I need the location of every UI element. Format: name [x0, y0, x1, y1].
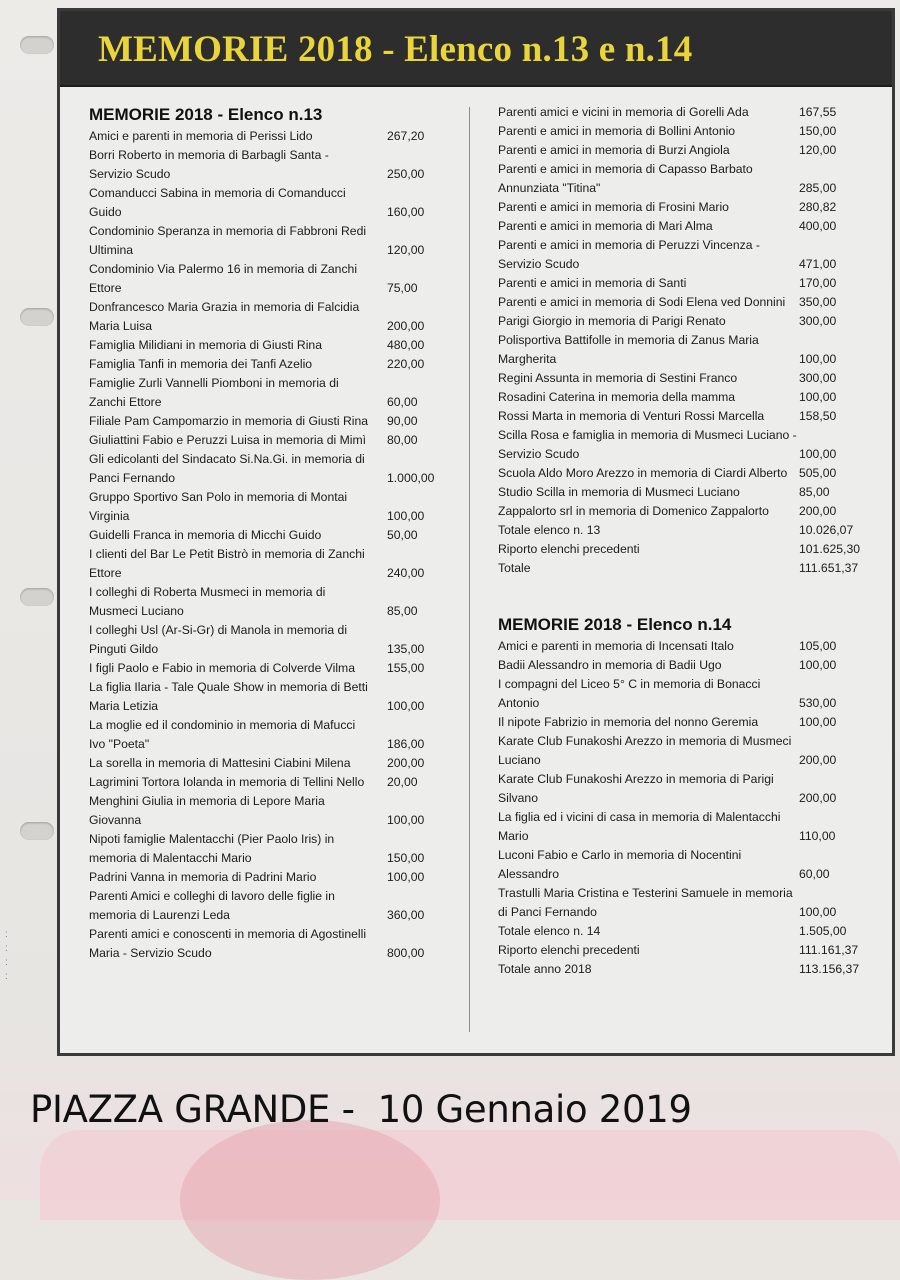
- entry-amount: 85,00: [387, 604, 418, 618]
- entry-description: Parenti e amici in memoria di Mari Alma: [498, 219, 713, 233]
- entry-description: Riporto elenchi precedenti: [498, 542, 640, 556]
- entry-amount: 300,00: [799, 314, 837, 328]
- entry-amount: 400,00: [799, 219, 837, 233]
- list-item: [498, 941, 878, 960]
- entry-amount: 220,00: [387, 357, 425, 371]
- entry-description: Gli edicolanti del Sindacato Si.Na.Gi. in memoria di Panci Fernando: [89, 452, 365, 485]
- entry-amount: 250,00: [387, 167, 425, 181]
- list-item: [89, 355, 471, 374]
- entry-amount: 100,00: [799, 715, 837, 729]
- list-item: [498, 141, 878, 160]
- list-item: [498, 312, 878, 331]
- list-item: [89, 450, 471, 488]
- list-item: [89, 431, 471, 450]
- entry-description: Luconi Fabio e Carlo in memoria di Nocentini Alessandro: [498, 848, 742, 881]
- entry-description: Polisportiva Battifolle in memoria di Zanus Maria Margherita: [498, 333, 759, 366]
- list-item: [89, 583, 471, 621]
- list-item: [498, 960, 878, 979]
- entry-amount: 200,00: [387, 319, 425, 333]
- entry-amount: 1.000,00: [387, 471, 435, 485]
- entry-amount: 170,00: [799, 276, 837, 290]
- entry-description: Totale elenco n. 13: [498, 523, 601, 537]
- list-item: [89, 773, 471, 792]
- donation-list-elenco-14: [498, 637, 878, 979]
- binder-hole: [20, 36, 54, 54]
- list-item: [498, 426, 878, 464]
- list-item: [89, 659, 471, 678]
- entry-description: I clienti del Bar Le Petit Bistrò in memoria di Zanchi Ettore: [89, 547, 365, 580]
- list-item: [89, 830, 471, 868]
- entry-description: La figlia ed i vicini di casa in memoria di Malentacchi Mario: [498, 810, 781, 843]
- pink-paper-stain: [40, 1130, 900, 1220]
- entry-description: Gruppo Sportivo San Polo in memoria di Montai Virginia: [89, 490, 348, 523]
- entry-amount: 285,00: [799, 181, 837, 195]
- entry-description: Scilla Rosa e famiglia in memoria di Musmeci Luciano - Servizio Scudo: [498, 428, 797, 461]
- list-item: [498, 922, 878, 941]
- entry-amount: 100,00: [799, 390, 837, 404]
- entry-description: Totale: [498, 561, 531, 575]
- entry-amount: 100,00: [799, 352, 837, 366]
- entry-description: Zappalorto srl in memoria di Domenico Zappalorto: [498, 504, 769, 518]
- entry-description: Borri Roberto in memoria di Barbagli Santa - Servizio Scudo: [89, 148, 329, 181]
- article-banner: [60, 11, 892, 87]
- entry-amount: 100,00: [799, 658, 837, 672]
- donation-list-elenco-13-continued: [498, 103, 878, 578]
- list-item: [89, 621, 471, 659]
- entry-description: Parenti e amici in memoria di Capasso Barbato Annunziata "Titina": [498, 162, 753, 195]
- list-item: [89, 222, 471, 260]
- list-item: [89, 678, 471, 716]
- entry-amount: 200,00: [799, 504, 837, 518]
- entry-amount: 80,00: [387, 433, 418, 447]
- entry-amount: 480,00: [387, 338, 425, 352]
- list-item: [498, 331, 878, 369]
- entry-amount: 120,00: [387, 243, 425, 257]
- section-title-elenco-13: MEMORIE 2018 - Elenco n.13: [89, 105, 323, 124]
- entry-description: Studio Scilla in memoria di Musmeci Luciano: [498, 485, 740, 499]
- entry-amount: 505,00: [799, 466, 837, 480]
- entry-description: Comanducci Sabina in memoria di Comanducci Guido: [89, 186, 346, 219]
- list-item: [89, 412, 471, 431]
- entry-description: Giuliattini Fabio e Peruzzi Luisa in memoria di Mimì: [89, 433, 367, 447]
- list-item: [498, 274, 878, 293]
- entry-amount: 60,00: [799, 867, 830, 881]
- entry-description: Menghini Giulia in memoria di Lepore Maria Giovanna: [89, 794, 325, 827]
- list-item: [498, 521, 878, 540]
- entry-amount: 105,00: [799, 639, 837, 653]
- entry-description: Famiglia Milidiani in memoria di Giusti Rina: [89, 338, 322, 352]
- right-column: [498, 103, 878, 979]
- entry-description: I figli Paolo e Fabio in memoria di Colverde Vilma: [89, 661, 355, 675]
- entry-amount: 300,00: [799, 371, 837, 385]
- entry-description: Regini Assunta in memoria di Sestini Franco: [498, 371, 738, 385]
- list-item: [89, 184, 471, 222]
- entry-amount: 90,00: [387, 414, 418, 428]
- entry-description: Parigi Giorgio in memoria di Parigi Renato: [498, 314, 726, 328]
- entry-description: Badii Alessandro in memoria di Badii Ugo: [498, 658, 722, 672]
- entry-amount: 167,55: [799, 105, 837, 119]
- color-dots-decoration: : : : :: [5, 929, 9, 982]
- entry-amount: 155,00: [387, 661, 425, 675]
- entry-description: Parenti e amici in memoria di Burzi Angiola: [498, 143, 730, 157]
- pink-circle-decoration: [180, 1120, 440, 1280]
- entry-amount: 471,00: [799, 257, 837, 271]
- entry-description: Karate Club Funakoshi Arezzo in memoria di Musmeci Luciano: [498, 734, 792, 767]
- entry-amount: 113.156,37: [799, 962, 860, 976]
- entry-description: Totale anno 2018: [498, 962, 592, 976]
- entry-description: Famiglie Zurli Vannelli Piomboni in memoria di Zanchi Ettore: [89, 376, 339, 409]
- entry-description: Condominio Speranza in memoria di Fabbroni Redi Ultimina: [89, 224, 367, 257]
- entry-amount: 20,00: [387, 775, 418, 789]
- list-item: [498, 770, 878, 808]
- binder-hole: [20, 822, 54, 840]
- entry-amount: 800,00: [387, 946, 425, 960]
- entry-description: La moglie ed il condominio in memoria di Mafucci Ivo "Poeta": [89, 718, 356, 751]
- entry-amount: 111.161,37: [799, 943, 859, 957]
- binder-hole: [20, 588, 54, 606]
- entry-amount: 240,00: [387, 566, 425, 580]
- entry-amount: 200,00: [799, 753, 837, 767]
- left-column: [89, 103, 471, 963]
- list-item: [89, 868, 471, 887]
- entry-description: Amici e parenti in memoria di Incensati Italo: [498, 639, 734, 653]
- list-item: [498, 122, 878, 141]
- entry-amount: 280,82: [799, 200, 837, 214]
- list-item: [498, 217, 878, 236]
- list-item: [498, 502, 878, 521]
- list-item: [89, 336, 471, 355]
- entry-amount: 150,00: [799, 124, 837, 138]
- entry-description: Trastulli Maria Cristina e Testerini Samuele in memoria di Panci Fernando: [498, 886, 793, 919]
- list-item: [498, 369, 878, 388]
- entry-description: Famiglia Tanfi in memoria dei Tanfi Azelio: [89, 357, 313, 371]
- entry-amount: 200,00: [387, 756, 425, 770]
- entry-description: Riporto elenchi precedenti: [498, 943, 640, 957]
- entry-amount: 120,00: [799, 143, 837, 157]
- entry-amount: 530,00: [799, 696, 837, 710]
- list-item: [498, 656, 878, 675]
- list-item: [89, 754, 471, 773]
- entry-amount: 100,00: [799, 905, 837, 919]
- list-item: [89, 298, 471, 336]
- entry-amount: 135,00: [387, 642, 425, 656]
- list-item: [89, 887, 471, 925]
- list-item: [89, 925, 471, 963]
- list-item: [89, 146, 471, 184]
- entry-description: Parenti e amici in memoria di Peruzzi Vincenza - Servizio Scudo: [498, 238, 760, 271]
- entry-amount: 267,20: [387, 129, 425, 143]
- entry-amount: 350,00: [799, 295, 837, 309]
- entry-description: I colleghi di Roberta Musmeci in memoria di Musmeci Luciano: [89, 585, 326, 618]
- entry-description: Guidelli Franca in memoria di Micchi Guido: [89, 528, 322, 542]
- entry-description: Padrini Vanna in memoria di Padrini Mario: [89, 870, 317, 884]
- banner-title: MEMORIE 2018 - Elenco n.13 e n.14: [98, 29, 693, 70]
- entry-amount: 85,00: [799, 485, 830, 499]
- entry-amount: 200,00: [799, 791, 837, 805]
- list-item: [498, 713, 878, 732]
- entry-amount: 60,00: [387, 395, 418, 409]
- entry-description: Condominio Via Palermo 16 in memoria di Zanchi Ettore: [89, 262, 358, 295]
- entry-amount: 1.505,00: [799, 924, 847, 938]
- list-item: [498, 103, 878, 122]
- entry-amount: 100,00: [387, 813, 425, 827]
- entry-description: La sorella in memoria di Mattesini Ciabini Milena: [89, 756, 351, 770]
- list-item: [89, 488, 471, 526]
- entry-description: La figlia Ilaria - Tale Quale Show in memoria di Betti Maria Letizia: [89, 680, 368, 713]
- list-item: [89, 545, 471, 583]
- list-item: [498, 675, 878, 713]
- binder-hole: [20, 308, 54, 326]
- list-item: [498, 637, 878, 656]
- entry-amount: 101.625,30: [799, 542, 860, 556]
- entry-description: Totale elenco n. 14: [498, 924, 601, 938]
- entry-description: Amici e parenti in memoria di Perissi Lido: [89, 129, 313, 143]
- entry-amount: 158,50: [799, 409, 837, 423]
- list-item: [498, 884, 878, 922]
- list-item: [498, 293, 878, 312]
- entry-description: Parenti e amici in memoria di Santi: [498, 276, 687, 290]
- entry-description: Lagrimini Tortora Iolanda in memoria di Tellini Nello: [89, 775, 365, 789]
- entry-description: Rosadini Caterina in memoria della mamma: [498, 390, 736, 404]
- list-item: [498, 236, 878, 274]
- list-item: [89, 792, 471, 830]
- list-item: [498, 808, 878, 846]
- donation-list-elenco-13: [89, 127, 471, 963]
- list-item: [498, 407, 878, 426]
- list-item: [89, 526, 471, 545]
- entry-description: Parenti amici e conoscenti in memoria di Agostinelli Maria - Servizio Scudo: [89, 927, 367, 960]
- list-item: [498, 388, 878, 407]
- entry-amount: 160,00: [387, 205, 425, 219]
- entry-description: Rossi Marta in memoria di Venturi Rossi Marcella: [498, 409, 765, 423]
- entry-amount: 150,00: [387, 851, 425, 865]
- list-item: [498, 483, 878, 502]
- entry-description: Parenti Amici e colleghi di lavoro delle figlie in memoria di Laurenzi Leda: [89, 889, 335, 922]
- entry-amount: 50,00: [387, 528, 418, 542]
- list-item: [498, 464, 878, 483]
- section-title-elenco-14: MEMORIE 2018 - Elenco n.14: [498, 615, 732, 634]
- entry-description: Parenti e amici in memoria di Bollini Antonio: [498, 124, 736, 138]
- entry-description: Karate Club Funakoshi Arezzo in memoria di Parigi Silvano: [498, 772, 774, 805]
- list-item: [498, 198, 878, 217]
- entry-description: Parenti e amici in memoria di Frosini Mario: [498, 200, 729, 214]
- list-item: [498, 160, 878, 198]
- section-gap: [498, 578, 878, 613]
- entry-amount: 100,00: [799, 447, 837, 461]
- list-item: [498, 540, 878, 559]
- list-item: [89, 716, 471, 754]
- entry-description: Scuola Aldo Moro Arezzo in memoria di Ciardi Alberto: [498, 466, 788, 480]
- list-item: [498, 846, 878, 884]
- entry-amount: 360,00: [387, 908, 425, 922]
- article-frame: [57, 8, 895, 1056]
- entry-amount: 100,00: [387, 699, 425, 713]
- list-item: [498, 559, 878, 578]
- entry-amount: 10.026,07: [799, 523, 854, 537]
- publication-footer: PIAZZA GRANDE - 10 Gennaio 2019: [30, 1088, 692, 1131]
- entry-description: I colleghi Usl (Ar-Si-Gr) di Manola in memoria di Pinguti Gildo: [89, 623, 348, 656]
- entry-amount: 186,00: [387, 737, 425, 751]
- entry-description: Il nipote Fabrizio in memoria del nonno Geremia: [498, 715, 759, 729]
- list-item: [498, 732, 878, 770]
- entry-description: Donfrancesco Maria Grazia in memoria di Falcidia Maria Luisa: [89, 300, 360, 333]
- entry-description: Nipoti famiglie Malentacchi (Pier Paolo Iris) in memoria di Malentacchi Mario: [89, 832, 335, 865]
- entry-amount: 110,00: [799, 829, 836, 843]
- entry-description: Filiale Pam Campomarzio in memoria di Giusti Rina: [89, 414, 369, 428]
- entry-amount: 100,00: [387, 509, 425, 523]
- entry-description: I compagni del Liceo 5° C in memoria di Bonacci Antonio: [498, 677, 761, 710]
- entry-description: Parenti amici e vicini in memoria di Gorelli Ada: [498, 105, 749, 119]
- list-item: [89, 127, 471, 146]
- list-item: [89, 260, 471, 298]
- entry-description: Parenti e amici in memoria di Sodi Elena ved Donnini: [498, 295, 786, 309]
- entry-amount: 75,00: [387, 281, 418, 295]
- entry-amount: 111.651,37: [799, 561, 859, 575]
- list-item: [89, 374, 471, 412]
- entry-amount: 100,00: [387, 870, 425, 884]
